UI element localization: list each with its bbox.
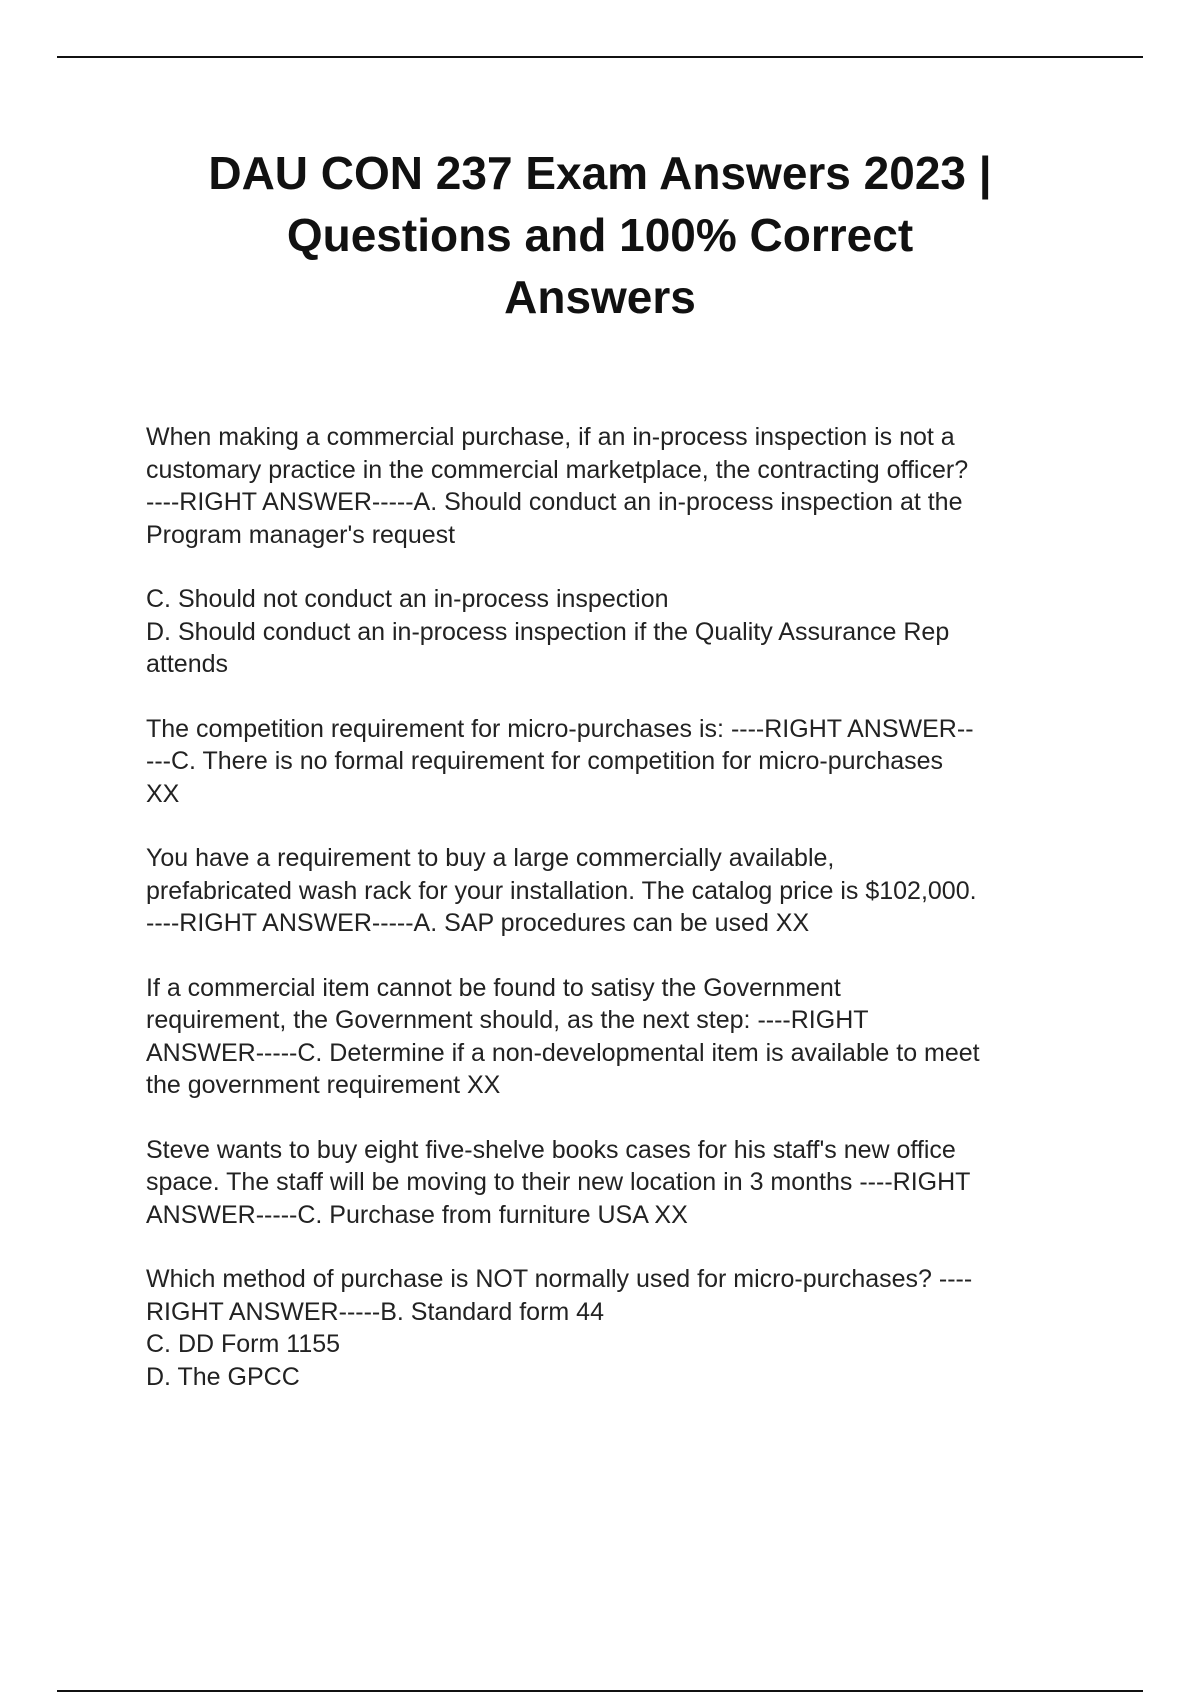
text-line: If a commercial item cannot be found to satisy the Government (146, 973, 841, 1002)
text-line: prefabricated wash rack for your installation. The catalog price is $102,000. (146, 876, 977, 905)
question-block-6 (146, 1263, 1096, 1393)
title-line: Questions and 100% Correct (286, 209, 914, 261)
question-block-2 (146, 713, 1096, 811)
text-line: ANSWER-----C. Determine if a non-developmental item is available to meet (146, 1038, 980, 1067)
text-line: ----RIGHT ANSWER-----A. Should conduct an in-process inspection at the (146, 488, 963, 516)
answer-options-block (146, 583, 1096, 681)
text-line: Program manager's request (146, 520, 456, 549)
text-line: D. The GPCC (146, 1362, 300, 1391)
title-line: Answers (504, 271, 696, 323)
title-line: DAU CON 237 Exam Answers 2023 | (208, 147, 992, 199)
text-line: ----RIGHT ANSWER-----A. SAP procedures can be used XX (146, 909, 810, 937)
text-line: the government requirement XX (146, 1071, 501, 1099)
question-block-5 (146, 1134, 1096, 1232)
text-line: ---C. There is no formal requirement for competition for micro-purchases (146, 747, 944, 775)
text-line: customary practice in the commercial marketplace, the contracting officer? (146, 455, 969, 484)
text-line: Which method of purchase is NOT normally used for micro-purchases? ---- (146, 1265, 973, 1293)
text-line: ANSWER-----C. Purchase from furniture USA XX (146, 1200, 688, 1229)
question-block-3 (146, 842, 1096, 940)
text-line: XX (146, 779, 180, 808)
text-line: C. DD Form 1155 (146, 1330, 341, 1358)
text-line: The competition requirement for micro-purchases is: ----RIGHT ANSWER-- (146, 714, 974, 743)
text-line: Steve wants to buy eight five-shelve books cases for his staff's new office (146, 1135, 956, 1164)
header-rule (57, 56, 1143, 58)
question-block-1 (146, 421, 1096, 551)
footer-rule (57, 1690, 1143, 1692)
text-line: C. Should not conduct an in-process inspection (146, 585, 669, 613)
text-line: You have a requirement to buy a large commercially available, (146, 844, 835, 872)
document-body (146, 421, 1096, 1425)
text-line: attends (146, 650, 229, 678)
text-line: D. Should conduct an in-process inspection if the Quality Assurance Rep (146, 617, 950, 646)
text-line: requirement, the Government should, as the next step: ----RIGHT (146, 1006, 869, 1034)
question-block-4 (146, 972, 1096, 1102)
text-line: When making a commercial purchase, if an in-process inspection is not a (146, 423, 955, 451)
document-title (100, 142, 1100, 328)
text-line: space. The staff will be moving to their new location in 3 months ----RIGHT (146, 1168, 971, 1196)
text-line: RIGHT ANSWER-----B. Standard form 44 (146, 1297, 604, 1326)
